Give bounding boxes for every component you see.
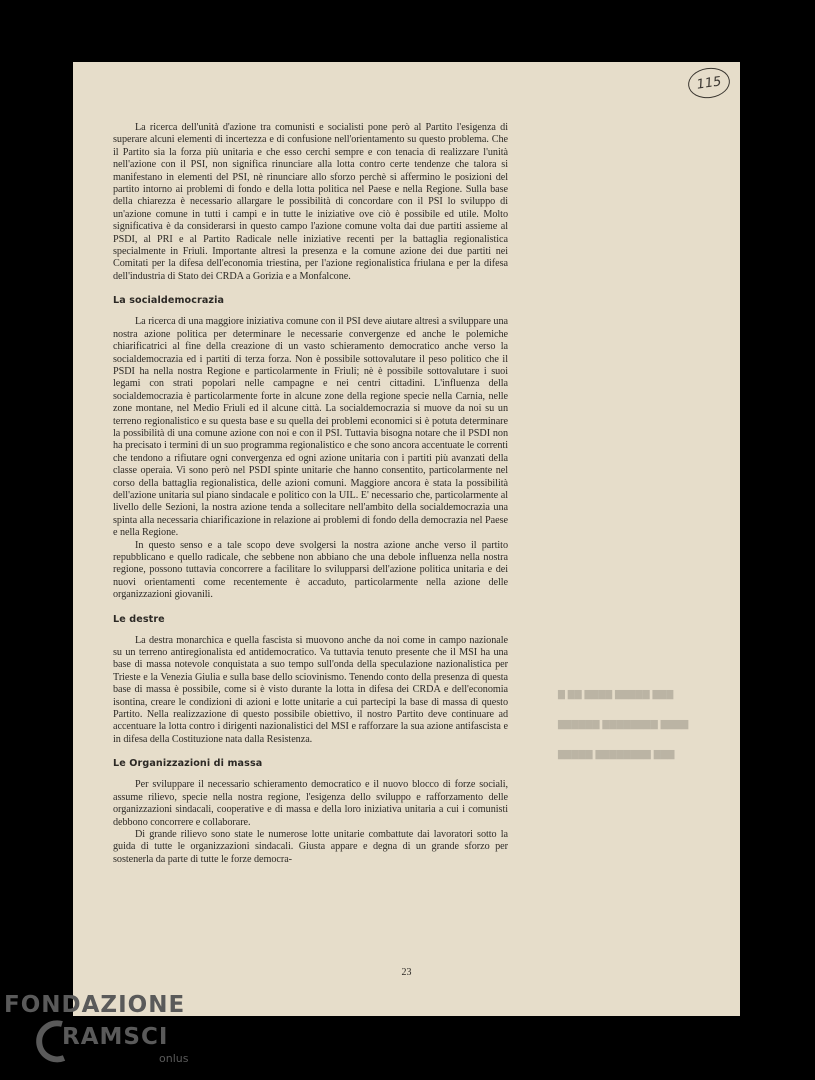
page-number: 23 <box>401 967 412 978</box>
show-through-line: ▇▇▇▇▇▇ ▇▇▇▇▇▇▇▇ ▇▇▇▇ <box>558 720 689 730</box>
watermark-line1: FONDAZIONE <box>4 992 186 1018</box>
heading-organizzazioni-massa: Le Organizzazioni di massa <box>113 758 263 770</box>
paragraph-unita-azione: La ricerca dell'unità d'azione tra comunisti e socialisti pone però al Partito l'esigenza di superare alcuni elementi di incertezza e di confusione nell'orientamento su questo problema. Che il Partito sia la forza più unitaria e che esso cerchi sempre e con tenacia di realizzare l'unità nell'azione con il PSI, non significa rinunciare alla lotta contro certe tendenze che talora si manifestano in elementi del PSI, nè rinunciare allo sforzo perchè si affermino le posizioni del partito intorno ai problemi di fondo e della lotta politica nel Paese e nella Regione. Sulla base della chiarezza è necessario allargare le possibilità di concordare con il PSI lo sviluppo di un'azione comune in tutti i campi e in tutte le iniziative ove ciò è possibile ed utile. Molto significativa è da considerarsi in questo campo l'azione comune volta dai due partiti assieme al PSDI, al PRI e al Partito Radicale nelle iniziative recenti per la battaglia regionalistica specialmente in Friuli. Importante altresì la presenza e la comune azione dei due partiti nei Comitati per la difesa dell'economia triestina, per l'azione regionalistica friulana e per la difesa dell'industria di Stato dei CRDA a Gorizia e a Monfalcone. <box>113 122 508 282</box>
show-through-text <box>558 690 728 780</box>
paragraph-schieramento: Per sviluppare il necessario schieramento democratico e il nuovo blocco di forze sociali, assume rilievo, specie nella nostra regione, l'esigenza dello sviluppo e rafforzamento delle organizzazioni sindacali, cooperative e di massa e della loro iniziativa unitaria a cui i comunisti debbono concorrere e collaborare. <box>113 779 508 828</box>
paragraph-repubblicano-radicale: In questo senso e a tale scopo deve svolgersi la nostra azione anche verso il partito repubblicano e quello radicale, che sebbene non abbiano che una debole influenza nella nostra regione, possono tuttavia concorrere a facilitare lo svilupparsi dell'azione politica unitaria e dei nuovi orientamenti come recentemente è accaduto, particolarmente nella azione delle organizzazioni giovanili. <box>113 539 508 601</box>
heading-destre: Le destre <box>113 613 165 625</box>
heading-socialdemocrazia: La socialdemocrazia <box>113 295 225 307</box>
text-column <box>113 122 508 866</box>
paragraph-socialdemocrazia: La ricerca di una maggiore iniziativa comune con il PSI deve aiutare altresì a sviluppare una nostra azione politica per determinare le necessarie convergenze ed anche le polemiche chiarificatrici al fine della creazione di un vasto schieramento democratico anche verso la socialdemocrazia ed i partiti di terza forza. Non è possibile sottovalutare il peso politico che il PSDI ha nella nostra Regione e particolarmente in Friuli; nè è possibile sottovalutare i suoi legami con strati popolari nelle campagne e nei centri cittadini. L'influenza della socialdemocrazia è particolarmente forte in alcune zone della regione specie nella Carnia, nelle zone montane, nel Medio Friuli ed il alcune città. La socialdemocrazia si muove da noi su un terreno regionalistico e su questa base e su quella dei problemi economici si è potuta determinare la possibilità di una comune azione con noi e con il PSI. Tuttavia bisogna notare che il PSDI non ha precisato i termini di un suo programma regionalistico e che sono ancora accentuate le correnti che tendono a rifiutare ogni convergenza ed ogni azione unitaria con i partiti più avanzati della classe operaia. Vi sono però nel PSDI spinte unitarie che hanno consentito, particolarmente nel corso della battaglia regionalistica, delle azioni comuni. Maggiore ancora è stata la possibilità dell'azione unitaria sul piano sindacale e politico con la UIL. E' necessario che, particolarmente al livello delle Sezioni, la nostra azione tenda a sollecitare nell'ambito della socialdemocrazia una spinta alla necessaria chiarificazione in relazione ai problemi di fondo della democrazia nel Paese e nella Regione. <box>113 316 508 539</box>
show-through-line: ▇▇▇▇▇ ▇▇▇▇▇▇▇▇ ▇▇▇ <box>558 750 675 760</box>
paragraph-destre: La destra monarchica e quella fascista si muovono anche da noi come in campo nazionale su un terreno antiregionalista ed antidemocratico. Va tuttavia tenuto presente che il MSI ha una base di massa notevole conquistata a suo tempo sull'onda della speculazione nazionalistica per Trieste e la Venezia Giulia e sulla base dello sciovinismo. Tenendo conto della presenza di questa base di massa è possibile, come si è visto durante la lotta in difesa dei CRDA e dell'economia isontina, creare le condizioni di azioni e lotte unitarie a cui partecipi la base di massa di questo Partito. Nella realizzazione di questo possibile obiettivo, il nostro Partito deve continuare ad accentuare la lotta contro i dirigenti nazionalistici del MSI e rafforzare la sua azione antifascista e in difesa della Costituzione nata dalla Resistenza. <box>113 634 508 745</box>
document-page <box>73 62 740 1016</box>
watermark-line3: onlus <box>159 1052 189 1065</box>
archive-page-stamp: 115 <box>686 65 732 101</box>
fondazione-gramsci-watermark <box>4 992 204 1072</box>
watermark-line2: RAMSCI <box>62 1024 169 1050</box>
show-through-line: ▇ ▇▇ ▇▇▇▇ ▇▇▇▇▇ ▇▇▇ <box>558 690 674 700</box>
paragraph-lotte-unitarie: Di grande rilievo sono state le numerose lotte unitarie combattute dai lavoratori sotto la guida di tutte le organizzazioni sindacali. Giusta appare e degna di un grande sforzo per sostenerla da parte di tutte le forze democra- <box>113 828 508 865</box>
